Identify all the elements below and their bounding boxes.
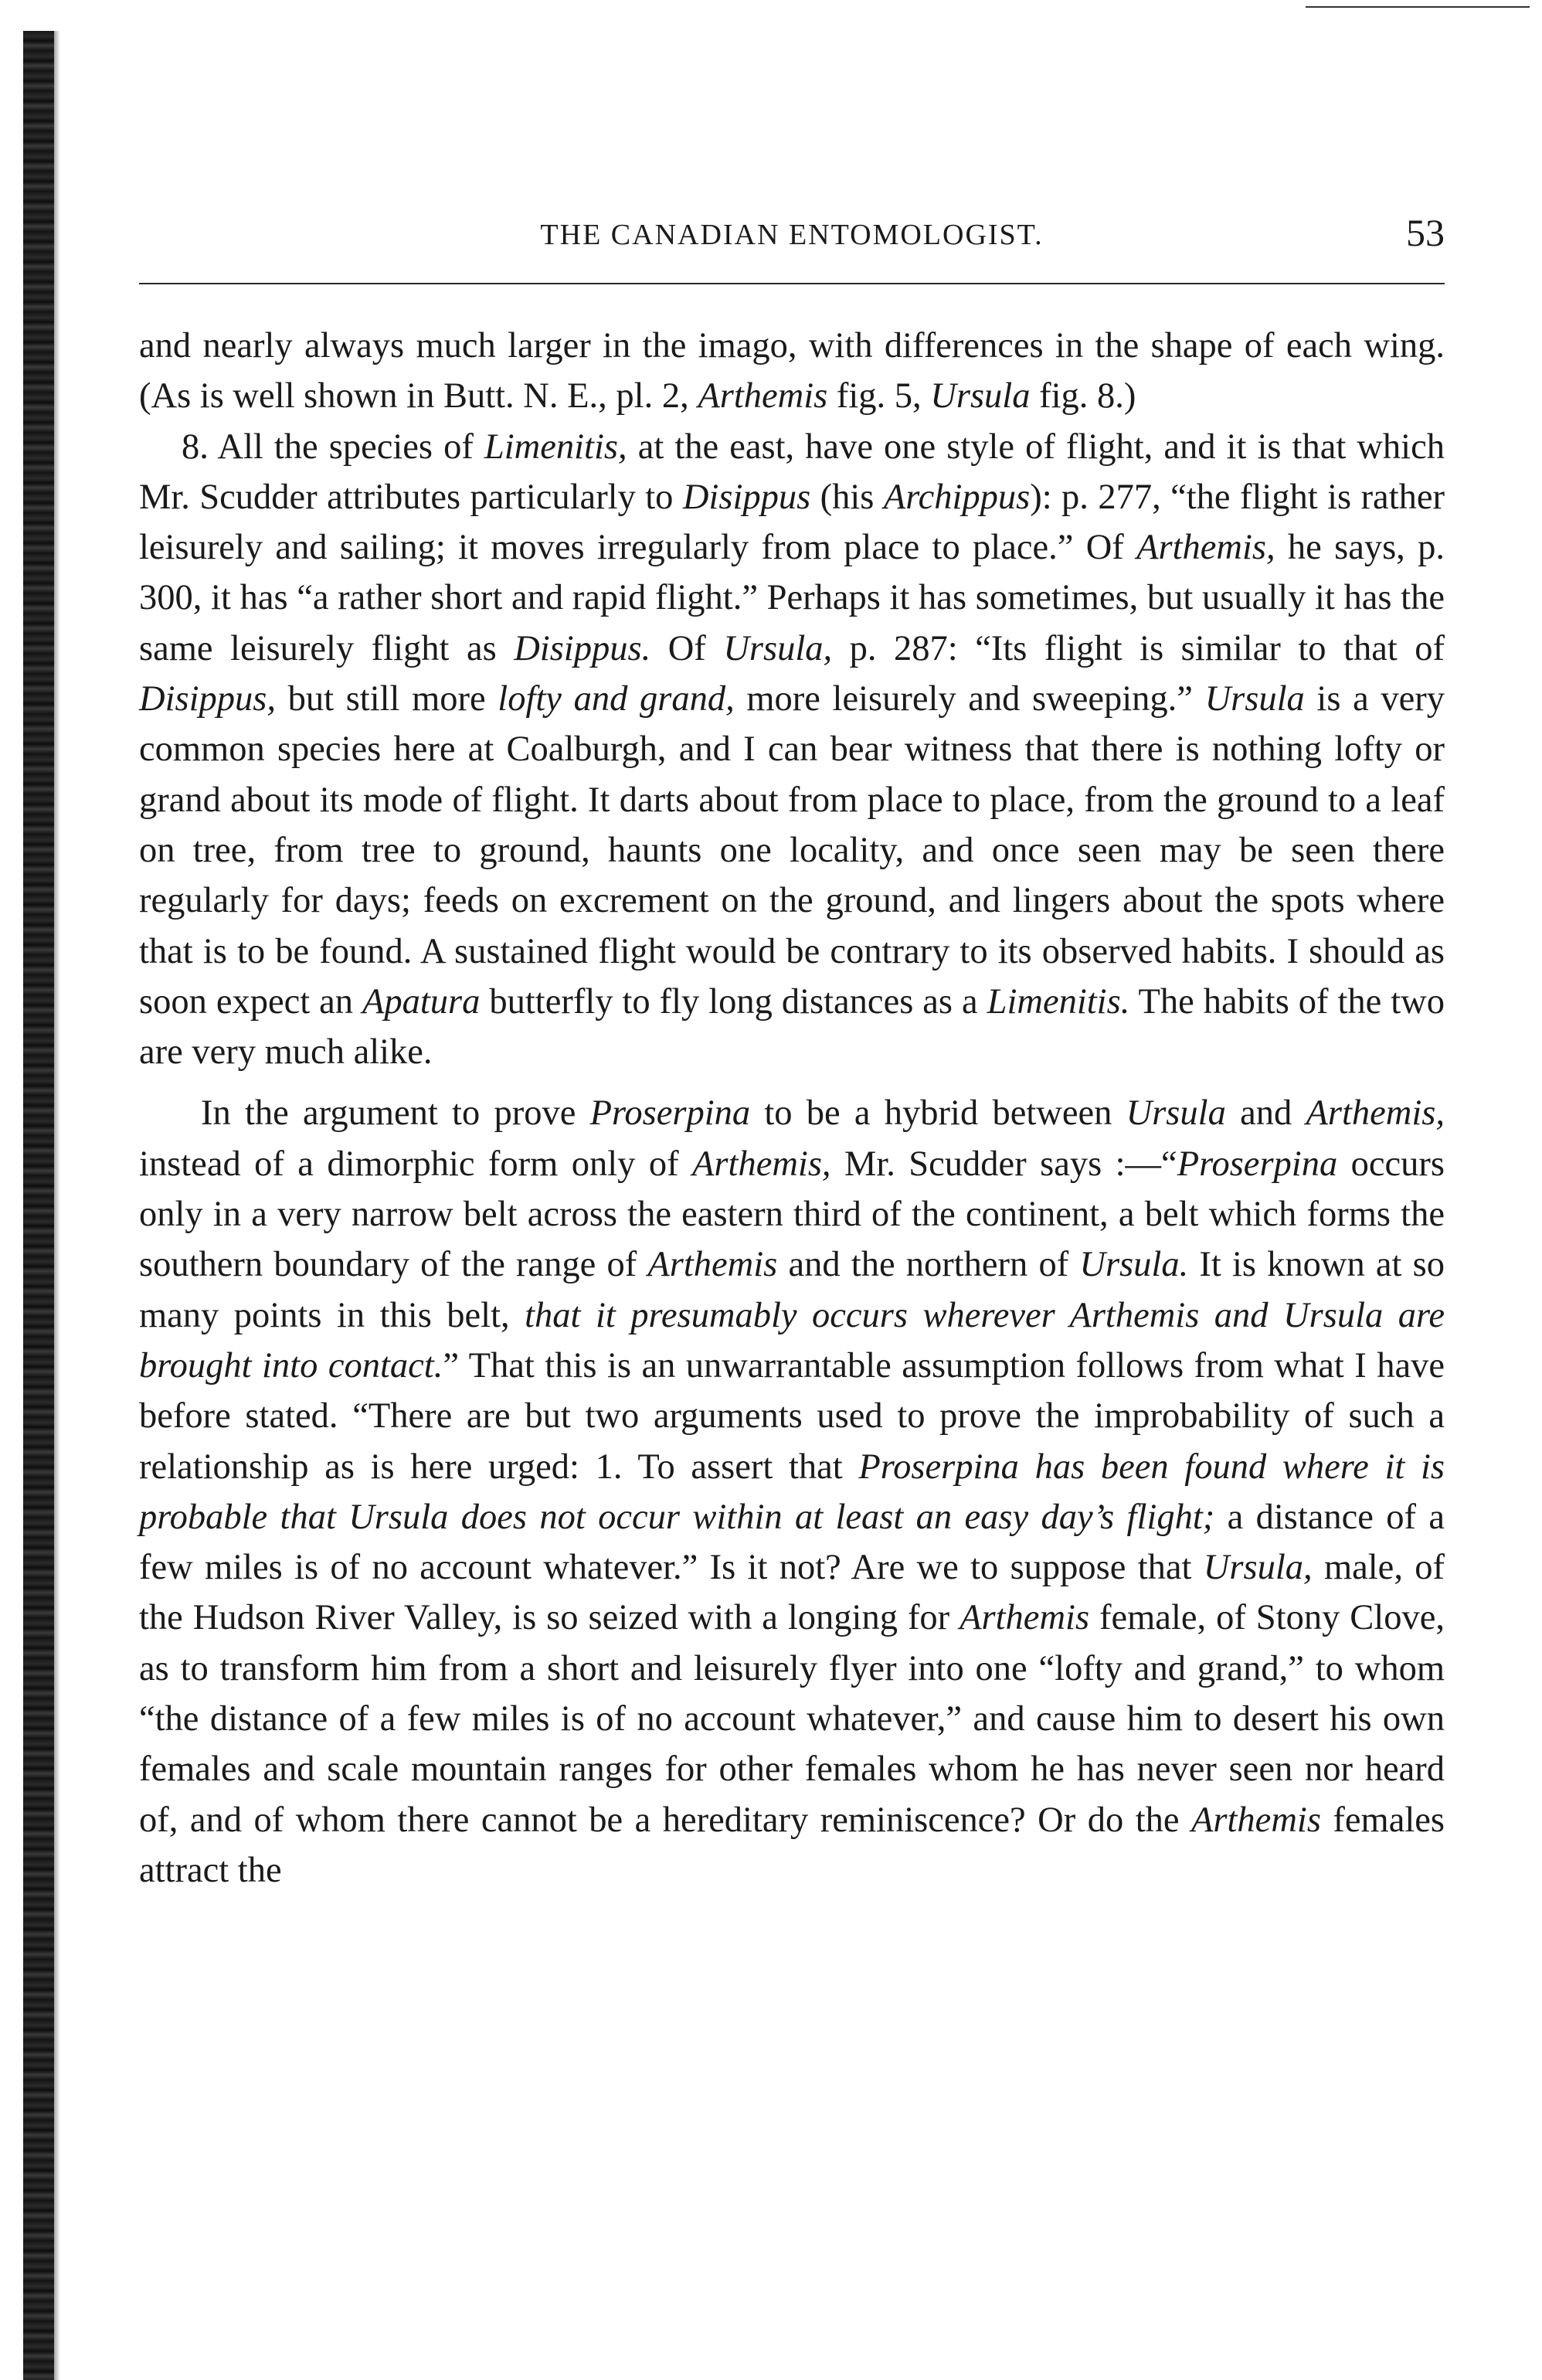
italic-run: Proserpina [1177, 1144, 1338, 1184]
italic-run: Arthemis [1191, 1800, 1321, 1840]
italic-run: Proserpina [589, 1093, 751, 1134]
text-run: more leisurely and sweeping.” [734, 679, 1205, 719]
header-rule [139, 283, 1445, 284]
italic-run: Disippus, [139, 679, 276, 719]
italic-run: Archippus [883, 477, 1031, 517]
text-run: In the argument to prove [201, 1093, 590, 1134]
italic-run: Ursula. [1079, 1245, 1189, 1285]
text-run: fig. 5, [827, 376, 931, 416]
text-run: is a very common species here at Coalburgh, and I can bear witness that there is nothing lofty or grand about its mode of flight. It darts about from place to place, from the ground to a leaf on tree, from tree to ground, haunts one locality, and once seen may be seen there regularly for days; feeds on excrement on the ground, and lingers about the spots where that is to be found. A sustained flight would be contrary to its observed habits. I should as soon expect an [139, 679, 1445, 1022]
italic-run: Limenitis, [484, 427, 627, 467]
italic-run: Arthemis, [1306, 1093, 1445, 1134]
italic-run: Ursula, [723, 628, 833, 668]
italic-run: Ursula [1204, 679, 1305, 719]
italic-run: Ursula [930, 376, 1031, 416]
italic-run: Disippus. [514, 628, 651, 668]
text-run: p. 287: “Its flight is similar to that of [832, 628, 1445, 668]
text-run: male, of the Hudson River Valley, is so seized with a longing for [139, 1548, 1445, 1638]
italic-run: Arthemis [960, 1598, 1090, 1638]
italic-run: Apatura [362, 981, 481, 1022]
italic-run: Ursula, [1203, 1548, 1313, 1588]
running-title: THE CANADIAN ENTOMOLOGIST. [540, 219, 1044, 251]
italic-run: Proserpina has been found where it is probable that Ursula does not occur within at least an easy day’s flight; [139, 1447, 1445, 1537]
text-run: fig. 8.) [1030, 376, 1136, 416]
text-run: occurs only in a very narrow belt across the eastern third of the continent, a belt which forms the southern boundary of the range of [139, 1144, 1445, 1285]
page-number: 53 [1406, 211, 1445, 254]
italic-run: Arthemis [647, 1245, 778, 1285]
article-body [139, 321, 1445, 1896]
italic-run: Arthemis, [692, 1144, 831, 1184]
italic-run: that it presumably occurs wherever Arthemis and Ursula are brought into contact. [139, 1295, 1445, 1386]
text-run: to be a hybrid between [750, 1093, 1126, 1134]
text-run: a distance of a few miles is of no account whatever.” Is it not? Are we to suppose that [139, 1497, 1445, 1588]
paragraph [139, 1088, 1445, 1896]
paragraph [139, 422, 1445, 1078]
text-run: females attract the [139, 1800, 1445, 1890]
text-run: Mr. Scudder says :—“ [830, 1144, 1177, 1184]
text-run: It is known at so many points in this belt, [139, 1245, 1445, 1335]
text-run: ): p. 277, “the flight is rather leisurely and sailing; it moves irregularly from place to place.” Of [139, 477, 1445, 568]
text-run: instead of a dimorphic form only of [139, 1144, 693, 1184]
italic-run: Disippus [682, 477, 811, 517]
text-run: and [1225, 1093, 1306, 1134]
italic-run: Limenitis. [987, 981, 1130, 1022]
italic-run: Arthemis, [1136, 528, 1275, 568]
paragraph [139, 321, 1445, 422]
text-run: and nearly always much larger in the imago, with differences in the shape of each wing. (As is well shown in Butt. N. E., pl. 2, [139, 326, 1445, 416]
text-run: (his [810, 477, 884, 517]
text-run: female, of Stony Clove, as to transform him from a short and leisurely flyer into one “lofty and grand,” to whom “the distance of a few miles is of no account whatever,” and cause him to desert his own females and scale mountain ranges for other females whom he has never seen nor heard of, and of whom there cannot be a hereditary reminiscence? Or do the [139, 1598, 1445, 1840]
italic-run: Arthemis [698, 376, 828, 416]
italic-run: lofty and grand, [498, 679, 735, 719]
text-run: but still more [276, 679, 498, 719]
text-run: The habits of the two are very much alike. [139, 981, 1445, 1073]
text-run: 8. All the species of [182, 427, 484, 467]
text-run: ” That this is an unwarrantable assumption follows from what I have before stated. “There are but two arguments used to prove the improbability of such a relationship as is here urged: 1. To assert that [139, 1345, 1445, 1487]
scan-binding-edge [23, 31, 54, 2380]
page-header [139, 210, 1445, 261]
text-run: at the east, have one style of flight, and it is that which Mr. Scudder attributes particularly to [139, 427, 1445, 517]
text-run: and the northern of [777, 1245, 1080, 1285]
top-edge-rule [1306, 6, 1530, 8]
text-run: he says, p. 300, it has “a rather short and rapid flight.” Perhaps it has sometimes, but usually it has the same leisurely flight as [139, 528, 1445, 668]
text-run: Of [650, 628, 724, 668]
italic-run: Ursula [1126, 1093, 1226, 1134]
text-run: butterfly to fly long distances as a [480, 981, 987, 1022]
